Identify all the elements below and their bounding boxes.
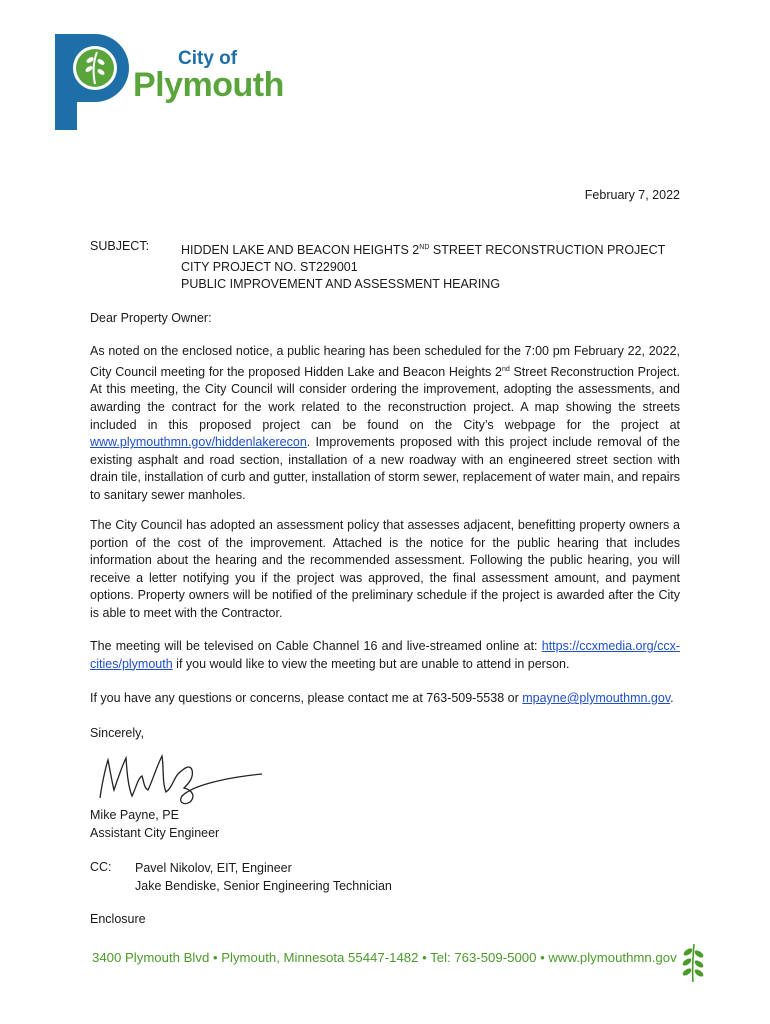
cc-list (135, 860, 392, 895)
city-logo-icon (55, 34, 133, 130)
leaf-branch-icon (679, 942, 707, 982)
subject-line-3: PUBLIC IMPROVEMENT AND ASSESSMENT HEARING (181, 277, 501, 292)
signer-name: Mike Payne, PE (90, 808, 179, 822)
cc-recipient: Pavel Nikolov, EIT, Engineer (135, 861, 292, 875)
handwritten-signature (92, 748, 267, 806)
cc-recipient: Jake Bendiske, Senior Engineering Technician (135, 878, 392, 893)
closing: Sincerely, (90, 726, 144, 740)
livestream-link[interactable]: https://ccxmedia.org/ccx-cities/plymouth (90, 639, 680, 671)
signer-title: Assistant City Engineer (90, 825, 220, 840)
footer-address: 3400 Plymouth Blvd • Plymouth, Minnesota 55447-1482 • Tel: 763-509-5000 • www.plymouthmn.gov (92, 950, 677, 965)
paragraph-3: The meeting will be televised on Cable Channel 16 and live-streamed online at: https://ccxmedia.org/ccx-cities/plymouth if you would like to view the meeting but are unable to attend in person. (90, 639, 680, 671)
paragraph-1: As noted on the enclosed notice, a public hearing has been scheduled for the 7:00 pm February 22, 2022, City Council meeting for the proposed Hidden Lake and Beacon Heights 2nd Street Reconstruction Project. At this meeting, the City Council will consider ordering the improvement, adopting the assessments, and awarding the contract for the work related to the reconstruction project. A map showing the streets included in this proposed project can be found on the City’s webpage for the project at www.plymouthmn.gov/hiddenlakerecon. Improvements proposed with this project include removal of the existing asphalt and road section, installation of a new roadway with an engineered street section with drain tile, installation of curb and gutter, installation of storm sewer, replacement of water main, and repairs to sanitary sewer manholes. (90, 344, 680, 502)
signature-block (90, 807, 219, 842)
logo-plymouth: Plymouth (133, 66, 284, 104)
logo-city-of: City of (178, 48, 238, 69)
subject-line-2: CITY PROJECT NO. ST229001 (181, 260, 358, 275)
email-link[interactable]: mpayne@plymouthmn.gov (522, 691, 671, 705)
salutation: Dear Property Owner: (90, 311, 212, 325)
subject-label: SUBJECT: (90, 239, 150, 253)
paragraph-4: If you have any questions or concerns, please contact me at 763-509-5538 or mpayne@plymouthmn.gov. (90, 691, 674, 705)
enclosure-note: Enclosure (90, 912, 146, 926)
project-webpage-link[interactable]: www.plymouthmn.gov/hiddenlakerecon (90, 435, 307, 450)
cc-label: CC: (90, 860, 112, 874)
paragraph-2: The City Council has adopted an assessment policy that assesses adjacent, benefitting property owners a portion of the cost of the improvement. Attached is the notice for the public hearing that includes information about the hearing and the recommended assessment. Following the public hearing, you will receive a letter notifying you if the project was approved, the final assessment amount, and payment options. Property owners will be notified of the preliminary schedule if the project is awarded after the City is able to meet with the Contractor. (90, 518, 680, 620)
letter-date: February 7, 2022 (584, 188, 680, 202)
subject-lines (181, 239, 665, 293)
subject-line-1: HIDDEN LAKE AND BEACON HEIGHTS 2ND STREET RECONSTRUCTION PROJECT (181, 243, 666, 258)
